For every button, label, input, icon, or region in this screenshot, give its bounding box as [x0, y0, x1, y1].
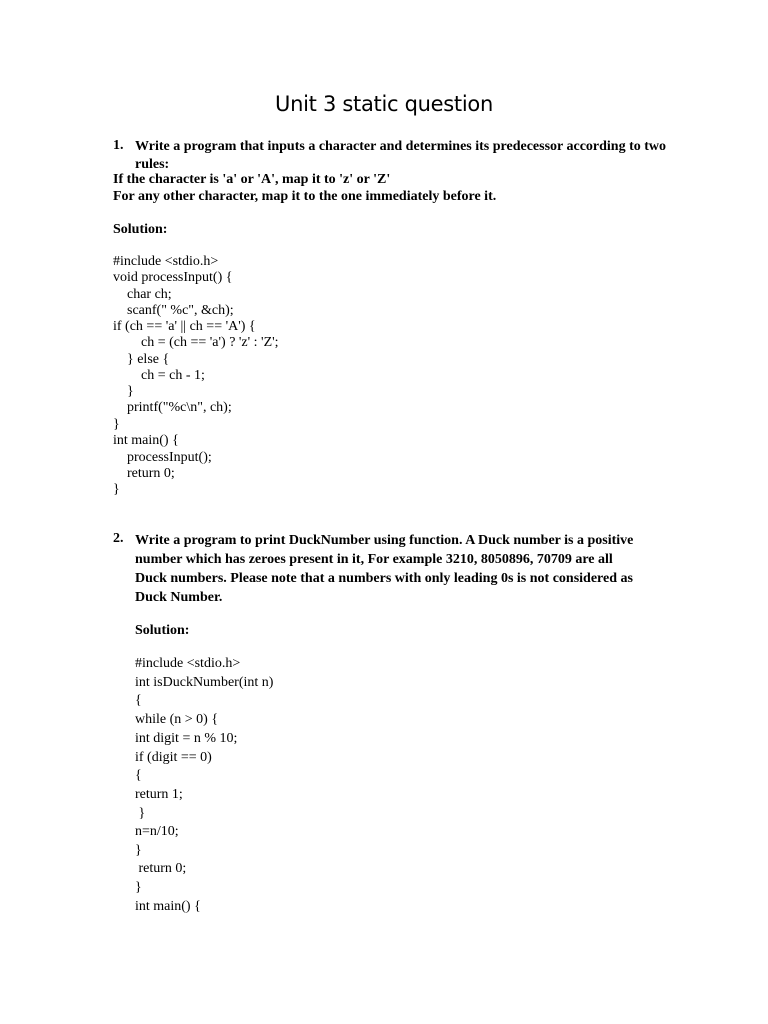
code-line: #include <stdio.h>: [135, 656, 241, 671]
question-1-number: 1.: [113, 138, 124, 153]
code-line: }: [135, 843, 142, 858]
code-line: ch = (ch == 'a') ? 'z' : 'Z';: [113, 335, 279, 350]
question-1-rule-1: If the character is 'a' or 'A', map it to 'z' or 'Z': [113, 172, 391, 187]
question-1-rule-2: For any other character, map it to the one immediately before it.: [113, 189, 497, 204]
code-line: printf("%c\n", ch);: [113, 400, 232, 415]
code-line: int digit = n % 10;: [135, 731, 238, 746]
code-line: }: [113, 482, 120, 497]
code-line: }: [113, 384, 134, 399]
code-line: {: [135, 768, 142, 783]
code-line: }: [113, 417, 120, 432]
code-line: {: [135, 693, 142, 708]
code-line: char ch;: [113, 287, 172, 302]
code-line: } else {: [113, 352, 170, 367]
code-line: void processInput() {: [113, 270, 233, 285]
question-2-text: Write a program to print DuckNumber using function. A Duck number is a positive number which has zeroes present in it, For example 3210, 8050896, 70709 are all Duck numbers. Please note that a numbers with only leading 0s is not considered as Duck Number.: [135, 533, 634, 605]
question-2-solution-label: Solution:: [135, 623, 190, 638]
code-line: if (digit == 0): [135, 750, 212, 765]
code-line: #include <stdio.h>: [113, 254, 219, 269]
code-line: if (ch == 'a' || ch == 'A') {: [113, 319, 256, 334]
question-2-number: 2.: [113, 531, 124, 546]
code-line: int isDuckNumber(int n): [135, 675, 274, 690]
code-line: int main() {: [113, 433, 179, 448]
page-title: Unit 3 static question: [275, 92, 493, 116]
question-1-text: Write a program that inputs a character and determines its predecessor according to two rules:: [135, 139, 667, 172]
code-line: while (n > 0) {: [135, 712, 219, 727]
code-line: ch = ch - 1;: [113, 368, 205, 383]
code-line: }: [135, 806, 146, 821]
code-line: return 1;: [135, 787, 183, 802]
code-line: }: [135, 880, 142, 895]
code-line: return 0;: [113, 466, 175, 481]
question-1-solution-label: Solution:: [113, 222, 168, 237]
code-line: int main() {: [135, 899, 201, 914]
code-line: processInput();: [113, 450, 212, 465]
code-line: n=n/10;: [135, 824, 179, 839]
code-line: scanf(" %c", &ch);: [113, 303, 234, 318]
code-line: return 0;: [135, 861, 187, 876]
